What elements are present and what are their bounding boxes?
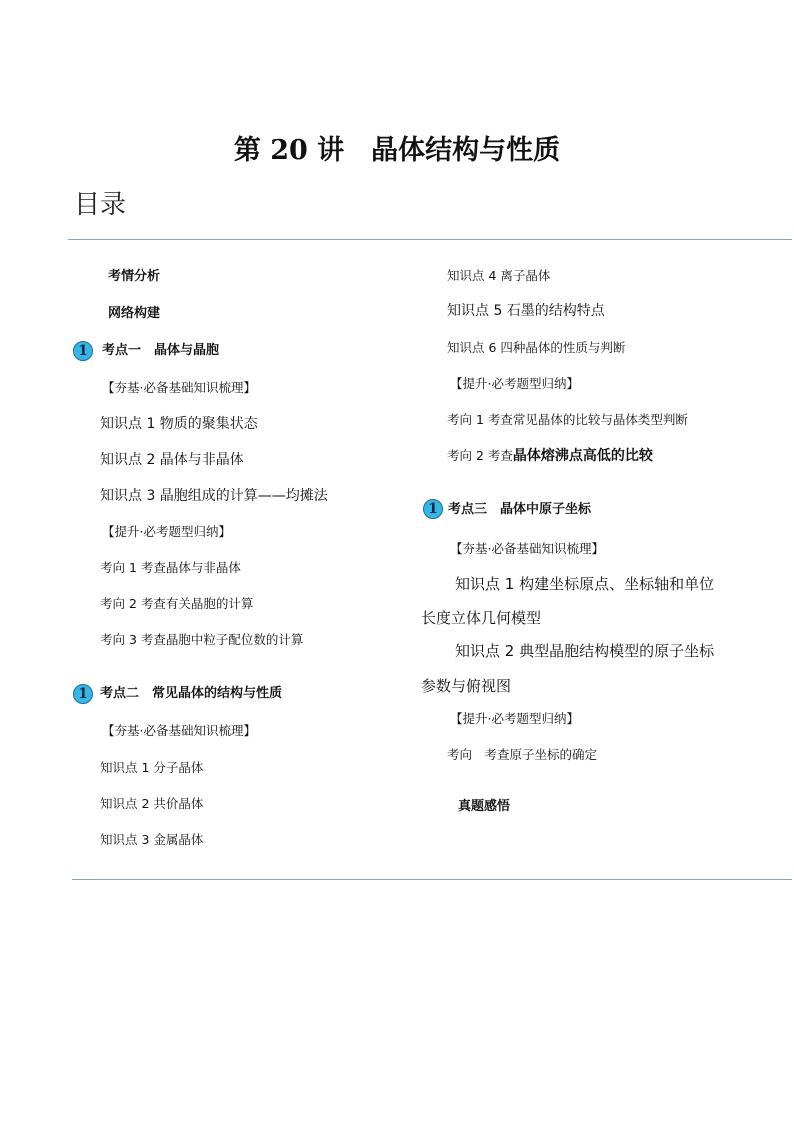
toc-kaodian1-bracket2: 【提升·必考题型归纳】 [102,524,231,539]
toc-kaodian2-k1[interactable]: 知识点 1 分子晶体 [100,760,204,775]
toc-kaodian3-bracket2: 【提升·必考题型归纳】 [450,711,579,726]
toc-kaodian2-x2-suffix: 晶体熔沸点高低的比较 [512,448,653,464]
toc-kaodian1-x1[interactable]: 考向 1 考查晶体与非晶体 [100,560,241,575]
toc-kaodian2-x2-prefix: 考向 2 考查 [447,448,513,463]
toc-kaodian2-k3[interactable]: 知识点 3 金属晶体 [100,832,204,847]
bottom-divider [72,879,792,880]
toc-kaodian3-bracket1: 【夯基·必备基础知识梳理】 [450,541,604,556]
top-divider [68,239,792,240]
toc-kaodian2-k5[interactable]: 知识点 5 石墨的结构特点 [447,303,605,319]
toc-kaodian2-bracket1: 【夯基·必备基础知识梳理】 [102,723,256,738]
toc-kaodian3-x1[interactable]: 考向 考查原子坐标的确定 [447,747,598,762]
toc-kaodian2-bracket2: 【提升·必考题型归纳】 [450,376,579,391]
toc-kaodian1-x3[interactable]: 考向 3 考查晶胞中粒子配位数的计算 [100,632,304,647]
toc-kaodian2-k6[interactable]: 知识点 6 四种晶体的性质与判断 [447,340,626,355]
toc-kaodian1[interactable]: 考点一 晶体与晶胞 [102,343,220,358]
toc-kaodian3-k1[interactable]: 知识点 1 构建坐标原点、坐标轴和单位 [455,575,715,593]
toc-kaodian3-k1-cont[interactable]: 长度立体几何模型 [421,609,542,627]
toc-kaodian2-x2[interactable] [447,445,653,466]
number-one-badge-icon: 1 [73,341,93,361]
toc-kaodian2-k2[interactable]: 知识点 2 共价晶体 [100,796,204,811]
toc-kaoqing[interactable]: 考情分析 [108,269,161,284]
toc-wangluo[interactable]: 网络构建 [108,306,161,321]
toc-kaodian1-x2[interactable]: 考向 2 考查有关晶胞的计算 [100,596,254,611]
toc-heading: 目录 [74,190,127,220]
toc-zhenti[interactable]: 真题感悟 [458,799,511,814]
toc-kaodian1-bracket1: 【夯基·必备基础知识梳理】 [102,380,256,395]
number-one-badge-icon: 1 [73,684,93,704]
toc-kaodian2-x1[interactable]: 考向 1 考查常见晶体的比较与晶体类型判断 [447,412,688,427]
toc-kaodian3[interactable]: 考点三 晶体中原子坐标 [448,502,592,517]
toc-kaodian3-k2-cont[interactable]: 参数与俯视图 [421,677,512,695]
toc-kaodian1-k3[interactable]: 知识点 3 晶胞组成的计算——均摊法 [100,488,328,504]
toc-kaodian1-k1[interactable]: 知识点 1 物质的聚集状态 [100,416,258,432]
toc-kaodian3-k2[interactable]: 知识点 2 典型晶胞结构模型的原子坐标 [455,642,715,660]
number-one-badge-icon: 1 [423,499,443,519]
toc-kaodian2-k4[interactable]: 知识点 4 离子晶体 [447,268,551,283]
page-title: 第 20 讲 晶体结构与性质 [233,135,561,166]
toc-kaodian1-k2[interactable]: 知识点 2 晶体与非晶体 [100,452,244,468]
toc-kaodian2[interactable]: 考点二 常见晶体的结构与性质 [100,686,283,701]
